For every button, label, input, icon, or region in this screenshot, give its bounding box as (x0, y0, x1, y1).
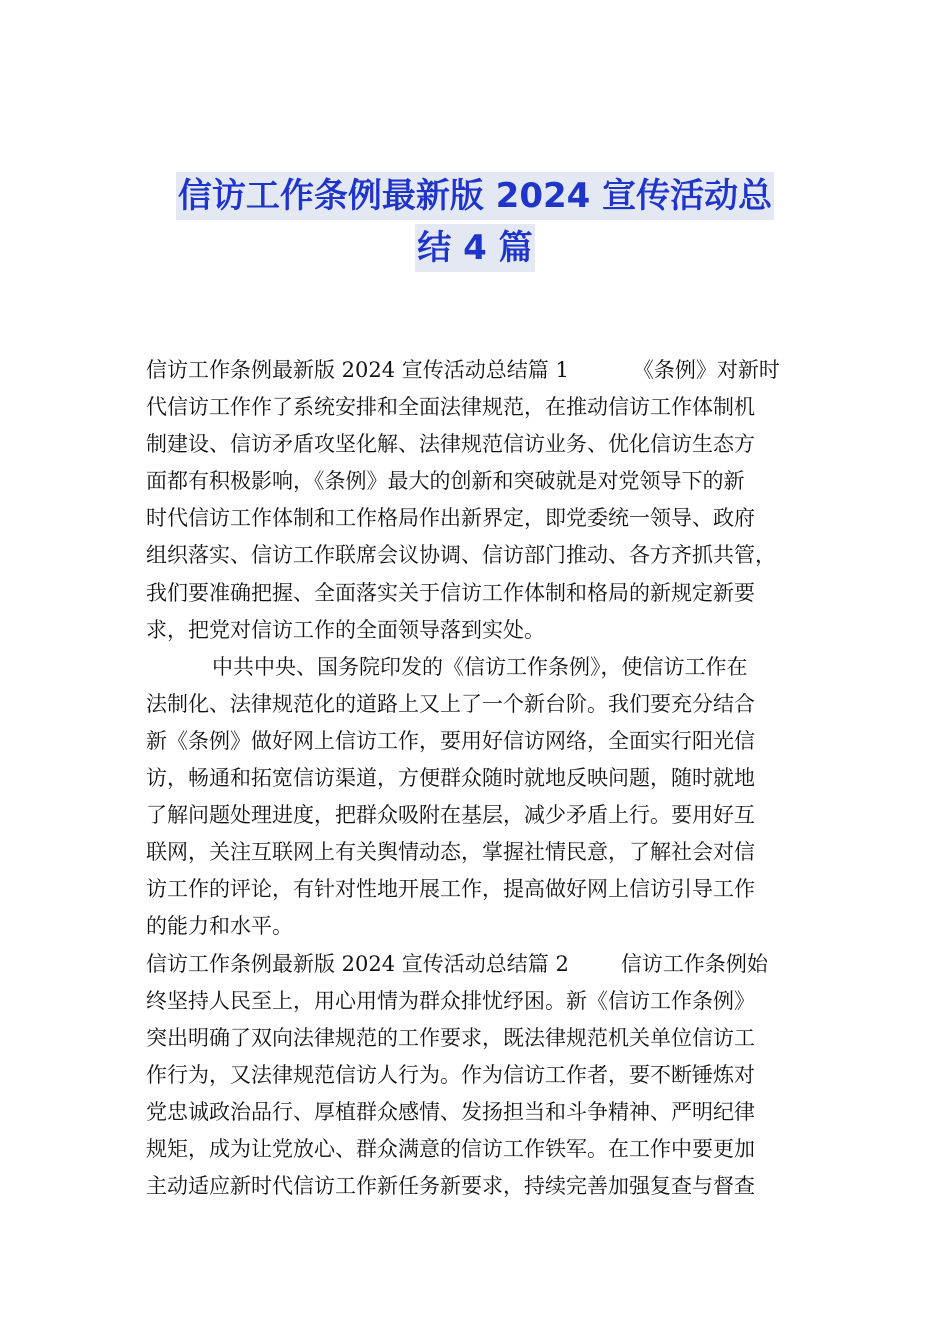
paragraph-line: 终坚持人民至上，用心用情为群众排忧纾困。新《信访工作条例》 (146, 988, 755, 1013)
paragraph-line: 中共中央、国务院印发的《信访工作条例》，使信访工作在 (212, 654, 748, 679)
paragraph-line: 新《条例》做好网上信访工作，要用好信访网络，全面实行阳光信 (146, 728, 755, 753)
paragraph-line: 面都有积极影响，《条例》最大的创新和突破就是对党领导下的新 (146, 469, 745, 494)
title-line-1: 信访工作条例最新版 2024 宣传活动总 (176, 172, 774, 220)
document-body (146, 352, 806, 1205)
paragraph-line: 规矩，成为让党放心、群众满意的信访工作铁军。在工作中要更加 (146, 1136, 755, 1161)
paragraph-line: 信访工作条例最新版 2024 宣传活动总结篇 1 《条例》对新时 (146, 358, 780, 382)
section-1-paragraph-1 (146, 352, 806, 649)
paragraph-line: 党忠诚政治品行、厚植群众感情、发扬担当和斗争精神、严明纪律 (146, 1099, 755, 1124)
paragraph-line: 信访工作条例最新版 2024 宣传活动总结篇 2 信访工作条例始 (146, 951, 768, 976)
paragraph-line: 时代信访工作体制和工作格局作出新界定，即党委统一领导、政府 (146, 506, 755, 531)
paragraph-line: 代信访工作作了系统安排和全面法律规范，在推动信访工作体制机 (146, 395, 755, 420)
paragraph-line: 制建设、信访矛盾攻坚化解、法律规范信访业务、优化信访生态方 (146, 432, 755, 457)
section-1-paragraph-2 (146, 649, 806, 946)
paragraph-line: 我们要准确把握、全面落实关于信访工作体制和格局的新规定新要 (146, 580, 755, 605)
paragraph-line: 了解问题处理进度，把群众吸附在基层，减少矛盾上行。要用好互 (146, 803, 755, 828)
paragraph-line: 法制化、法律规范化的道路上又上了一个新台阶。我们要充分结合 (146, 691, 755, 716)
section-2-paragraph-1 (146, 946, 806, 1206)
section-1-heading: 信访工作条例最新版 2024 宣传活动总结篇 1 (146, 358, 569, 382)
paragraph-line: 突出明确了双向法律规范的工作要求，既法律规范机关单位信访工 (146, 1025, 755, 1050)
paragraph-line: 的能力和水平。 (146, 914, 293, 939)
document-title (0, 172, 950, 272)
paragraph-line: 主动适应新时代信访工作新任务新要求，持续完善加强复查与督查 (146, 1174, 755, 1199)
paragraph-line: 访工作的评论，有针对性地开展工作，提高做好网上信访引导工作 (146, 877, 755, 902)
paragraph-line: 求，把党对信访工作的全面领导落到实处。 (146, 617, 545, 642)
paragraph-line: 作行为，又法律规范信访人行为。作为信访工作者，要不断锤炼对 (146, 1062, 755, 1087)
paragraph-line: 组织落实、信访工作联席会议协调、信访部门推动、各方齐抓共管， (146, 543, 776, 568)
title-line-2: 结 4 篇 (415, 224, 534, 272)
section-2-heading: 信访工作条例最新版 2024 宣传活动总结篇 2 (146, 951, 569, 976)
paragraph-line: 联网，关注互联网上有关舆情动态，掌握社情民意，了解社会对信 (146, 840, 755, 865)
paragraph-line: 访，畅通和拓宽信访渠道，方便群众随时就地反映问题，随时就地 (146, 766, 755, 791)
